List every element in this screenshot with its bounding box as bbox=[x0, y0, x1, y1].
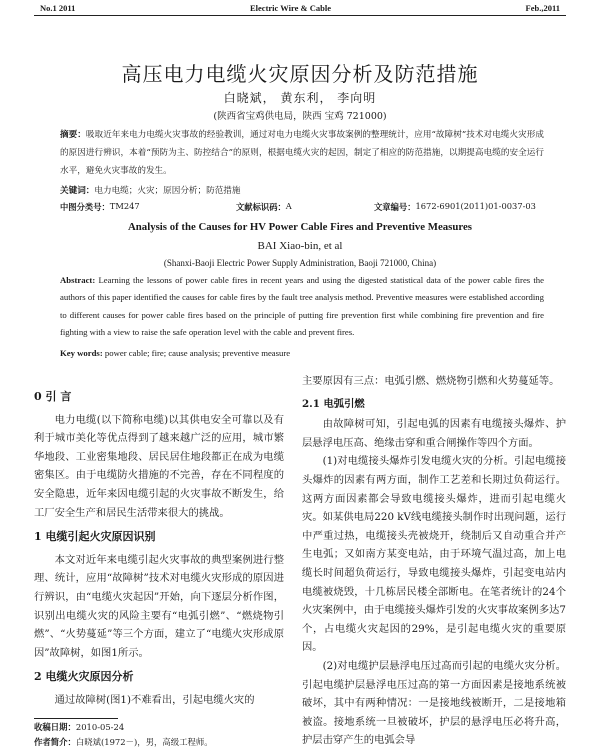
abstract-en-text: Learning the lessons of power cable fires in recent years and using the digested statistical data of the power cable fires the authors of this paper identified the causes for cable fires by the fault tree analysis method. Preventive measures were established according to different causes for power cable fires based on the principle of putting fire prevention first while combining fire prevention and fire fighting with a view to raise the safe operation level with the cable and prevent fires. bbox=[60, 275, 545, 337]
received-label: 收稿日期： bbox=[34, 722, 76, 732]
article-no-value: 1672-6901(2011)01-0037-03 bbox=[415, 201, 536, 211]
header-rule bbox=[34, 15, 566, 16]
keywords-cn bbox=[60, 184, 544, 196]
footnote-author bbox=[34, 736, 284, 748]
doc-code-label: 文献标识码： bbox=[236, 202, 286, 212]
keywords-en-label: Key words: bbox=[60, 348, 103, 358]
footnote-received bbox=[34, 721, 284, 733]
author-bio-value: 白晓斌(1972－)，男，高级工程师。 bbox=[75, 737, 213, 747]
paper-title-en: Analysis of the Causes for HV Power Cable Fires and Preventive Measures bbox=[128, 221, 472, 233]
keywords-cn-label: 关键词： bbox=[60, 186, 95, 196]
author-bio-label: 作者简介： bbox=[34, 737, 76, 747]
affiliation-cn: (陕西省宝鸡供电局，陕西 宝鸡 721000) bbox=[213, 111, 387, 122]
right-column bbox=[302, 372, 566, 749]
abstract-en-label: Abstract: bbox=[60, 275, 96, 285]
authors-en: BAI Xiao-bin, et al bbox=[257, 240, 343, 252]
abstract-cn-label: 摘要： bbox=[60, 130, 86, 140]
clc-value: TM247 bbox=[109, 201, 140, 211]
keywords-en bbox=[60, 348, 544, 358]
keywords-cn-text: 电力电缆；火灾；原因分析；防范措施 bbox=[94, 186, 241, 196]
section-1-heading: 1 电缆引起火灾原因识别 bbox=[34, 530, 156, 544]
header-journal: Electric Wire & Cable bbox=[250, 3, 331, 13]
abstract-cn-text: 吸取近年来电力电缆火灾事故的经验教训，通过对电力电缆火灾事故案例的整理统计，应用“故障树”技术对电缆火灾形成的原因进行辨识，本着“预防为主、防控结合”的原则，根据电缆火灾的起因，制定了相应的防范措施，以期提高电缆的安全运行水平，避免火灾事故的发生。 bbox=[60, 130, 544, 176]
left-column bbox=[34, 382, 284, 710]
section-2-paragraph-start: 通过故障树(图1)不难看出，引起电缆火灾的 bbox=[54, 693, 255, 706]
subsection-2-1-heading: 2.1 电弧引燃 bbox=[302, 397, 365, 410]
section-0-paragraph: 电力电缆(以下简称电缆)以其供电安全可靠以及有利于城市美化等优点得到了越来越广泛的应用，城市繁华地段、工业密集地段、居民居住地段都正在成为电缆密集区。由于电缆防火措施的不完善，存在不同程度的安全隐患，近年来因电缆引起的火灾事故不断发生，给工厂安全生产和居民生活带来很大的挑战。 bbox=[34, 413, 284, 519]
keywords-en-text: power cable; fire; cause analysis; preventive measure bbox=[104, 348, 291, 358]
section-2-heading: 2 电缆火灾原因分析 bbox=[34, 670, 134, 684]
header-issue: No.1 2011 bbox=[40, 3, 76, 13]
section-1-paragraph: 本文对近年来电缆引起火灾事故的典型案例进行整理、统计，应用“故障树”技术对电缆火灾形成的原因进行辨识，由“电缆火灾起因”开始，向下逐层分析作图，识别出电缆火灾的风险主要有“电弧引燃”、“燃烧物引燃”、“火势蔓延”等三个方面，建立了“电缆火灾形成原因”故障树，如图1所示。 bbox=[34, 553, 284, 659]
classification-line bbox=[60, 201, 544, 215]
section-0-heading: 0 引 言 bbox=[34, 390, 72, 403]
abstract-cn bbox=[60, 126, 544, 180]
authors-cn: 白晓斌， 黄东利， 李向明 bbox=[223, 91, 377, 105]
received-value: 2010-05-24 bbox=[75, 722, 125, 732]
subsection-2-1-paragraph-1: 由故障树可知，引起电弧的因素有电缆接头爆炸、护层悬浮电压高、绝缘击穿和重合闸操作等四个方面。 bbox=[302, 418, 566, 449]
section-2-paragraph-cont: 主要原因有三点：电弧引燃、燃烧物引燃和火势蔓延等。 bbox=[302, 375, 560, 387]
paper-title-cn: 高压电力电缆火灾原因分析及防范措施 bbox=[121, 62, 479, 86]
subsection-2-1-paragraph-3: (2)对电缆护层悬浮电压过高而引起的电缆火灾分析。引起电缆护层悬浮电压过高的第一方面因素是接地系统被破坏，其中有两种情况：一是接地线被断开，二是接地箱被盗。接地系统一旦被破坏，护层的悬浮电压必将升高，护层击穿产生的电弧会导 bbox=[302, 659, 566, 747]
article-no-label: 文章编号： bbox=[374, 202, 416, 212]
header-date: Feb.,2011 bbox=[525, 3, 560, 13]
abstract-en bbox=[60, 272, 544, 341]
subsection-2-1-paragraph-2: (1)对电缆接头爆炸引发电缆火灾的分析。引起电缆接头爆炸的因素有两方面，制作工艺差和长期过负荷运行。这两方面因素都会导致电缆接头爆炸，进而引起电缆火灾。如某供电局220 kV线电缆接头制作时出现问题，运行中严重过热，电缆接头壳被烧开，绕制后又自动重合并产生电弧；又如南方某变电站，由于环境气温过高，加上电缆长时间超负荷运行，导致电缆接头爆炸，引起变电站内电缆被烧毁，十几栋居民楼全部断电。在笔者统计的24个火灾案例中，由于电缆接头爆炸引发的火灾事故案例多达7个，占电缆火灾起因的29%，是引起电缆火灾的重要原因。 bbox=[302, 455, 566, 654]
clc-label: 中图分类号： bbox=[60, 202, 110, 212]
doc-code-value: A bbox=[285, 201, 292, 211]
affiliation-en: (Shanxi-Baoji Electric Power Supply Administration, Baoji 721000, China) bbox=[163, 258, 437, 268]
footnote-rule bbox=[34, 718, 118, 719]
